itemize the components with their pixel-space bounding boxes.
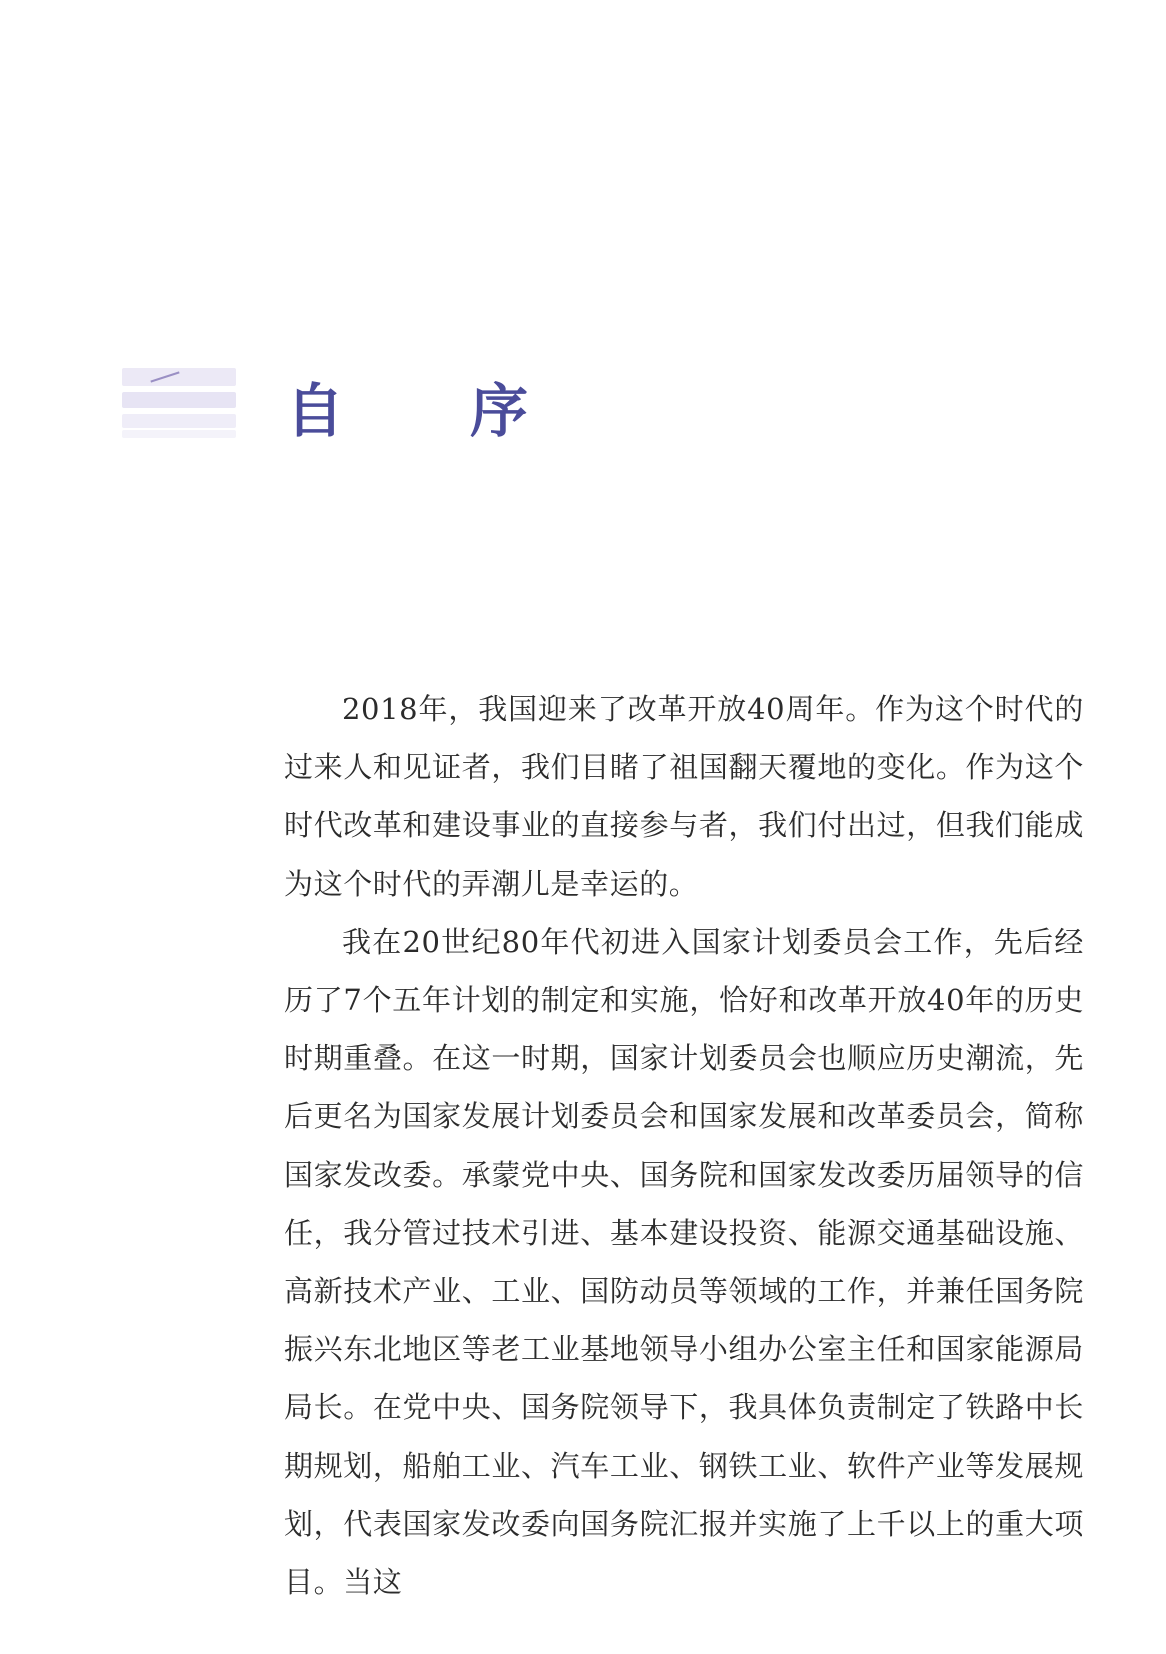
- ornament-bar: [122, 392, 236, 408]
- paragraph-2: 我在20世纪80年代初进入国家计划委员会工作，先后经历了7个五年计划的制定和实施，恰好和改革开放40年的历史时期重叠。在这一时期，国家计划委员会也顺应历史潮流，先后更名为国家发展计划委员会和国家发展和改革委员会，简称国家发改委。承蒙党中央、国务院和国家发改委历届领导的信任，我分管过技术引进、基本建设投资、能源交通基础设施、高新技术产业、工业、国防动员等领域的工作，并兼任国务院振兴东北地区等老工业基地领导小组办公室主任和国家能源局局长。在党中央、国务院领导下，我具体负责制定了铁路中长期规划，船舶工业、汽车工业、钢铁工业、软件产业等发展规划，代表国家发改委向国务院汇报并实施了上千以上的重大项目。当这: [284, 924, 1084, 1600]
- title-ornament: [122, 368, 236, 440]
- ornament-bar: [122, 414, 236, 428]
- paragraph-1: 2018年，我国迎来了改革开放40周年。作为这个时代的过来人和见证者，我们目睹了祖国翻天覆地的变化。作为这个时代改革和建设事业的直接参与者，我们付出过，但我们能成为这个时代的弄潮儿是幸运的。: [284, 692, 1084, 901]
- page-title: 自 序: [286, 377, 563, 445]
- body-text: [284, 680, 1084, 1611]
- ornament-bar: [122, 430, 236, 438]
